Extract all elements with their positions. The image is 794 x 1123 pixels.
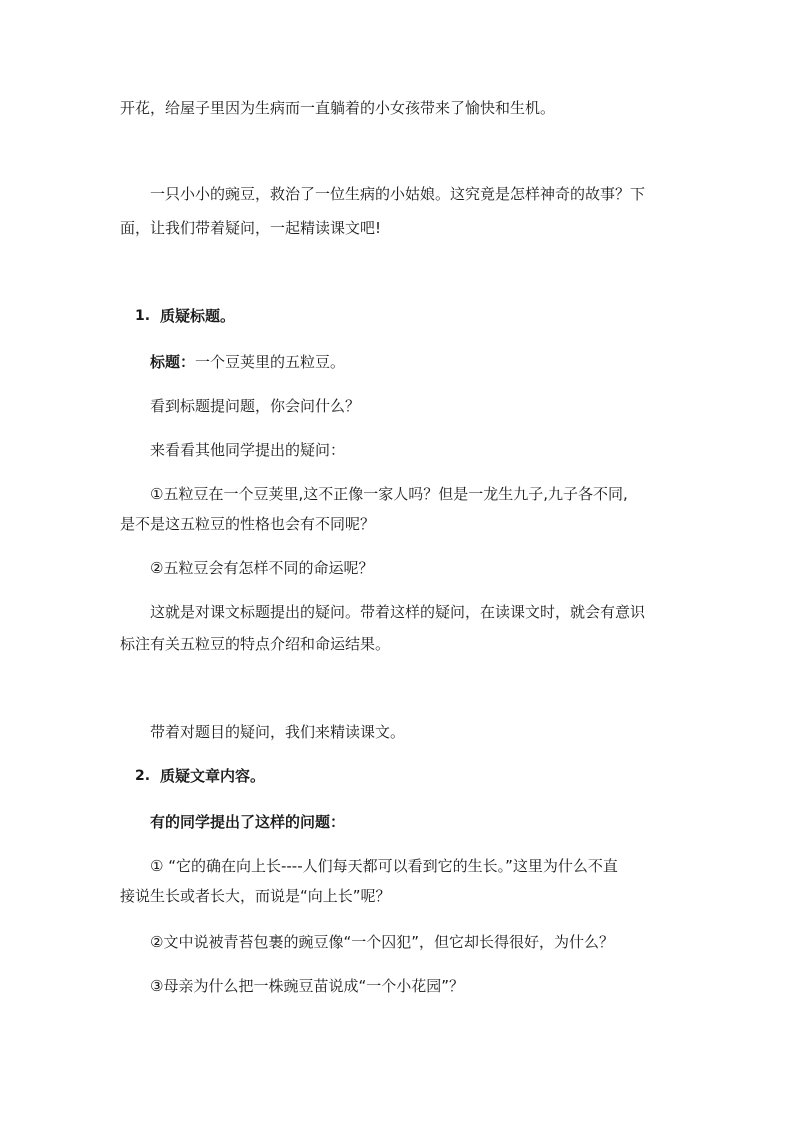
- section-1-summary-line-2: 标注有关五粒豆的特点介绍和命运结果。: [120, 635, 391, 653]
- section-2-heading: 质疑文章内容。: [160, 767, 266, 785]
- section-1-question-1-line-2: 是不是这五粒豆的性格也会有不同呢？: [120, 515, 376, 533]
- section-2-question-1-line-2: 接说生长或者长大，而说是“向上长”呢？: [120, 887, 391, 905]
- section-1-summary-line-1: 这就是对课文标题提出的疑问。带着这样的疑问，在读课文时，就会有意识: [150, 603, 646, 621]
- intro-paragraph-line-2: 面，让我们带着疑问，一起精读课文吧!: [120, 219, 382, 237]
- section-1-prompt: 看到标题提问题，你会问什么？: [150, 397, 361, 415]
- section-1-title-line: [150, 352, 345, 372]
- section-1-heading: 质疑标题。: [160, 307, 236, 325]
- intro-continuation: 开花，给屋子里因为生病而一直躺着的小女孩带来了愉快和生机。: [120, 99, 556, 117]
- section-2-lead: 有的同学提出了这样的问题：: [150, 813, 346, 831]
- section-2-number: 2.: [135, 768, 151, 784]
- section-2-question-2: ②文中说被青苔包裹的豌豆像“一个囚犯”，但它却长得很好，为什么？: [150, 933, 614, 951]
- transition-sentence: 带着对题目的疑问，我们来精读课文。: [150, 723, 406, 741]
- section-2-question-1-line-1: ① “它的确在向上长----人们每天都可以看到它的生长。”这里为什么不直: [150, 857, 618, 875]
- section-2-question-3: ③母亲为什么把一株豌豆苗说成“一个小花园”？: [150, 977, 464, 995]
- intro-paragraph-line-1: 一只小小的豌豆，救治了一位生病的小姑娘。这究竟是怎样神奇的故事？下: [150, 185, 646, 203]
- section-1-number: 1.: [135, 308, 151, 324]
- title-label: 标题：: [150, 353, 196, 371]
- section-1-question-1-line-1: ①五粒豆在一个豆荚里,这不正像一家人吗？但是一龙生九子,九子各不同,: [150, 485, 628, 503]
- section-1-others: 来看看其他同学提出的疑问：: [150, 441, 346, 459]
- section-1-question-2: ②五粒豆会有怎样不同的命运呢？: [150, 559, 374, 577]
- title-text: 一个豆荚里的五粒豆。: [195, 353, 346, 371]
